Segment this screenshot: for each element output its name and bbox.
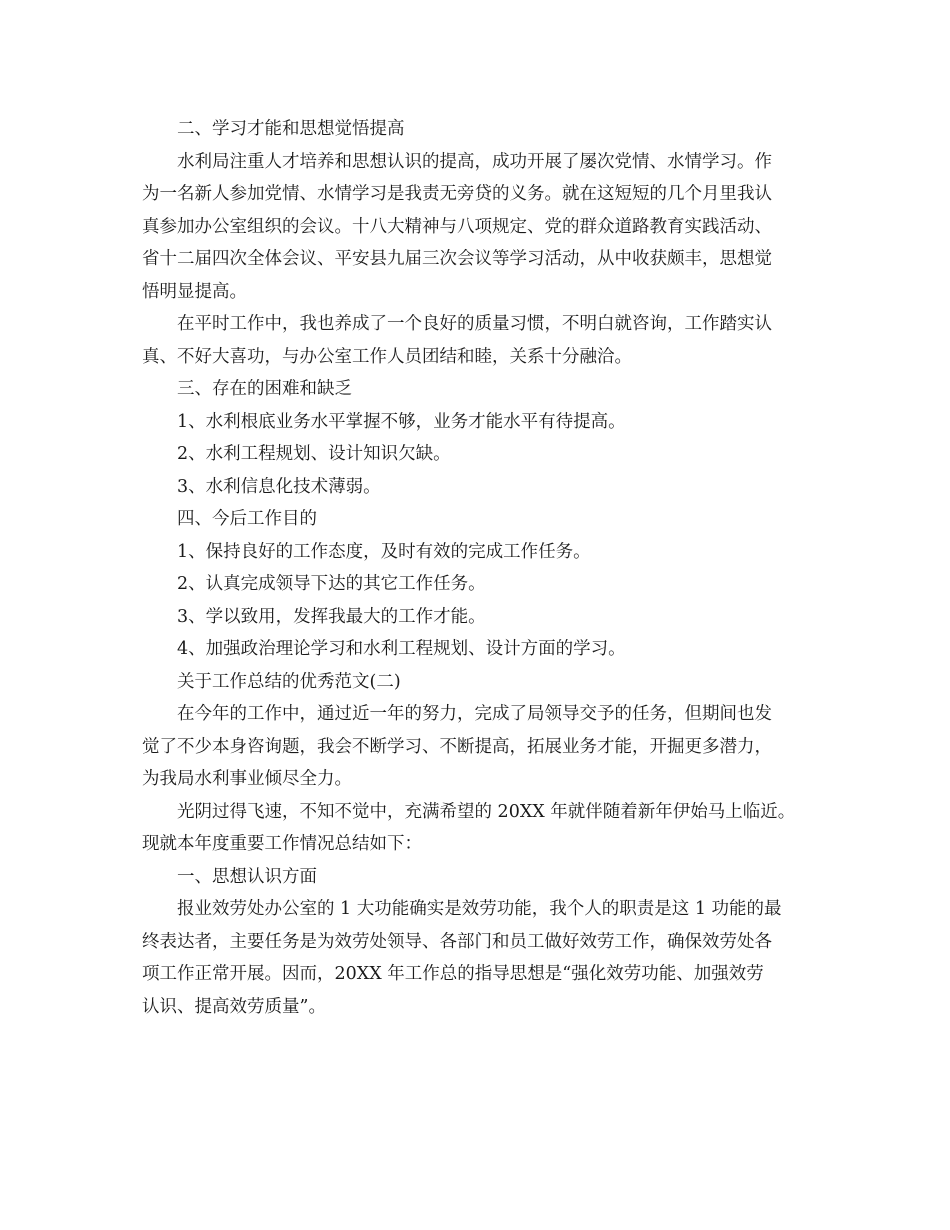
paragraph: 报业效劳处办公室的 1 大功能确实是效劳功能，我个人的职责是这 1 功能的最 终表达者，主要任务是为效劳处领导、各部门和员工做好效劳工作，确保效劳处各 项工作正常开展。因而，20XX 年工作总的指导思想是“强化效劳功能、加强效劳 认识、提高效劳质量”。 — [142, 899, 782, 1017]
heading-section-1: 一、思想认识方面 — [177, 866, 317, 887]
paragraph: 光阴过得飞速，不知不觉中，充满希望的 20XX 年就伴随着新年伊始马上临近。 现就本年度重要工作情况总结如下： — [142, 801, 796, 854]
heading-section-4: 四、今后工作目的 — [177, 509, 317, 529]
list-item: 3、学以致用，发挥我最大的工作才能。 — [177, 606, 486, 627]
paragraph: 在平时工作中，我也养成了一个良好的质量习惯，不明白就咨询，工作踏实认 真、不好大喜功，与办公室工作人员团结和睦，关系十分融洽。 — [142, 314, 772, 367]
list-item: 2、水利工程规划、设计知识欠缺。 — [177, 444, 451, 464]
list-item: 1、水利根底业务水平掌握不够，业务才能水平有待提高。 — [177, 411, 626, 432]
document-body — [142, 113, 822, 1023]
heading-section-2: 二、学习才能和思想觉悟提高 — [177, 119, 405, 139]
heading-section-3: 三、存在的困难和缺乏 — [177, 379, 352, 399]
list-item: 4、加强政治理论学习和水利工程规划、设计方面的学习。 — [177, 639, 626, 659]
list-item: 3、水利信息化技术薄弱。 — [177, 476, 381, 497]
list-item: 1、保持良好的工作态度，及时有效的完成工作任务。 — [177, 541, 591, 562]
paragraph: 水利局注重人才培养和思想认识的提高，成功开展了屡次党情、水情学习。作 为一名新人参加党情、水情学习是我责无旁贷的义务。就在这短短的几个月里我认 真参加办公室组织的会议。十八大精神与八项规定、党的群众道路教育实践活动、 省十二届四次全体会议、平安县九届三次会议等学习活动，从中收获颇丰，思想觉 悟明显提高。 — [142, 151, 772, 302]
paragraph: 在今年的工作中，通过近一年的努力，完成了局领导交予的任务，但期间也发 觉了不少本身咨询题，我会不断学习、不断提高，拓展业务才能，开掘更多潜力， 为我局水利事业倾尽全力。 — [142, 704, 772, 789]
list-item: 2、认真完成领导下达的其它工作任务。 — [177, 574, 486, 594]
heading-part-2: 关于工作总结的优秀范文(二) — [177, 671, 401, 692]
